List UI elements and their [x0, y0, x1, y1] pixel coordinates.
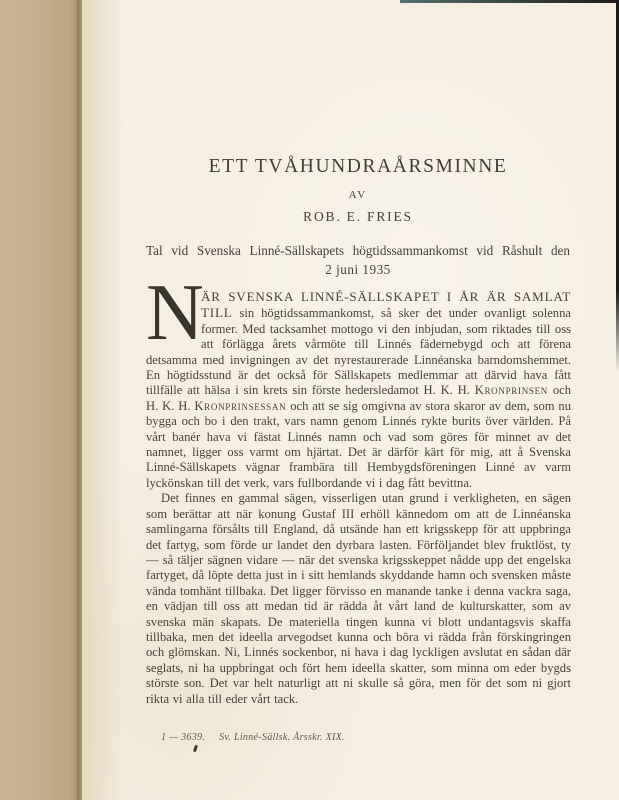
paragraph-1-segment: och att se sig omgivna av stora skaror av dem, som nu bygga och bo i den trakt, vars namn genom Linnés rykte burits över världen. På vårt banér hava vi fästat Linnés namn och vad som göres för minnet av det namnet, ligger oss varmt om hjärtat. Det är därför kärt för mig, att å Svenska Linné-Sällskapets vägnar frambära till Hembygdsföreningen Linné av varm lyckönskan till det verk, vars fullbordande vi i dag fått bevittna. [146, 398, 572, 490]
drop-cap-letter: N [146, 269, 204, 357]
article-heading [146, 156, 570, 278]
article-title: ETT TVÅHUNDRAÅRSMINNE [208, 156, 508, 177]
imprint-footer [161, 732, 345, 743]
binding-board [0, 0, 77, 800]
byline-prefix: AV [348, 189, 368, 201]
article-subtitle [146, 242, 570, 278]
subtitle-line-1: Tal vid Svenska Linné-Sällskapets högtidssammankomst vid Råshult den [146, 243, 570, 258]
paragraph-1-segment: sin högtidssammankomst, så sker det under ovanligt solenna former. Med tacksamhet mottogo vi den inbjudan, som riktades till oss att förlägga årets vårmöte till Linnés fädernebygd och att förena detsamma med invigningen av det nyrestaurerade Linnéanska barndomshemmet. En högtidsstund är det också för Sällskapets medlemmar att därvid hava fått tillfälle att hälsa i sin krets sin förste hedersledamot H. K. H. [146, 306, 571, 398]
smallcaps-kronprinsessan: Kronprinsessan [194, 398, 287, 413]
lead-caps-text: ÄR SVENSKA LINNÉ-SÄLLSKAPET I ÅR ÄR SAMLAT TILL [201, 289, 571, 321]
paragraph-1-segment: och H. K. H. [146, 383, 571, 413]
drop-cap [146, 269, 204, 357]
author-name: ROB. E. FRIES [303, 209, 413, 224]
photo-edge-top [400, 0, 619, 3]
smallcaps-kronprinsen: Kronprinsen [474, 383, 548, 398]
subtitle-line-2: 2 juni 1935 [325, 261, 391, 277]
imprint-series: Sv. Linné-Sällsk. Årsskr. XIX. [219, 732, 345, 743]
paragraph-2: Det finnes en gammal sägen, visserligen utan grund i verkligheten, en sägen som berättar att när konung Gustaf III erhöll kännedom om att de Linnéanska samlingarna försålts till England, då utsände han ett krigsskepp för att uppbringa det fartyg, som förde ur landet den dyrbara lasten. Förföljandet blev fruktlöst, ty — så täljer sägnen vidare — när det svenska krigsskeppet nådde upp det engelska fartyget, då löpte detta just in i sitt hemlands skyddande hamn och svensken måste vända tomhänt tillbaka. Det ligger förvisso en manande tanke i denna vackra saga, en vädjan till oss att medan tid är rädda åt vårt land de kulturskatter, som av svenska män skapats. De materiella tingen kunna vi blott undantagsvis skaffa tillbaka, men det ideella arvegodset kunna och böra vi rädda från förskingringen och glömskan. Ni, Linnés sockenbor, ni hava i dag lyckligen avslutat en sådan där seglats, ni ha uppbringat och fört hem ideella skatter, som minna om eder bygds störste son. Det var helt naturligt att ni skulle så göra, men för det som ni gjort rikta vi alla till eder vårt tack. [146, 491, 571, 706]
print-signature: 1 — 3639. [161, 732, 206, 743]
